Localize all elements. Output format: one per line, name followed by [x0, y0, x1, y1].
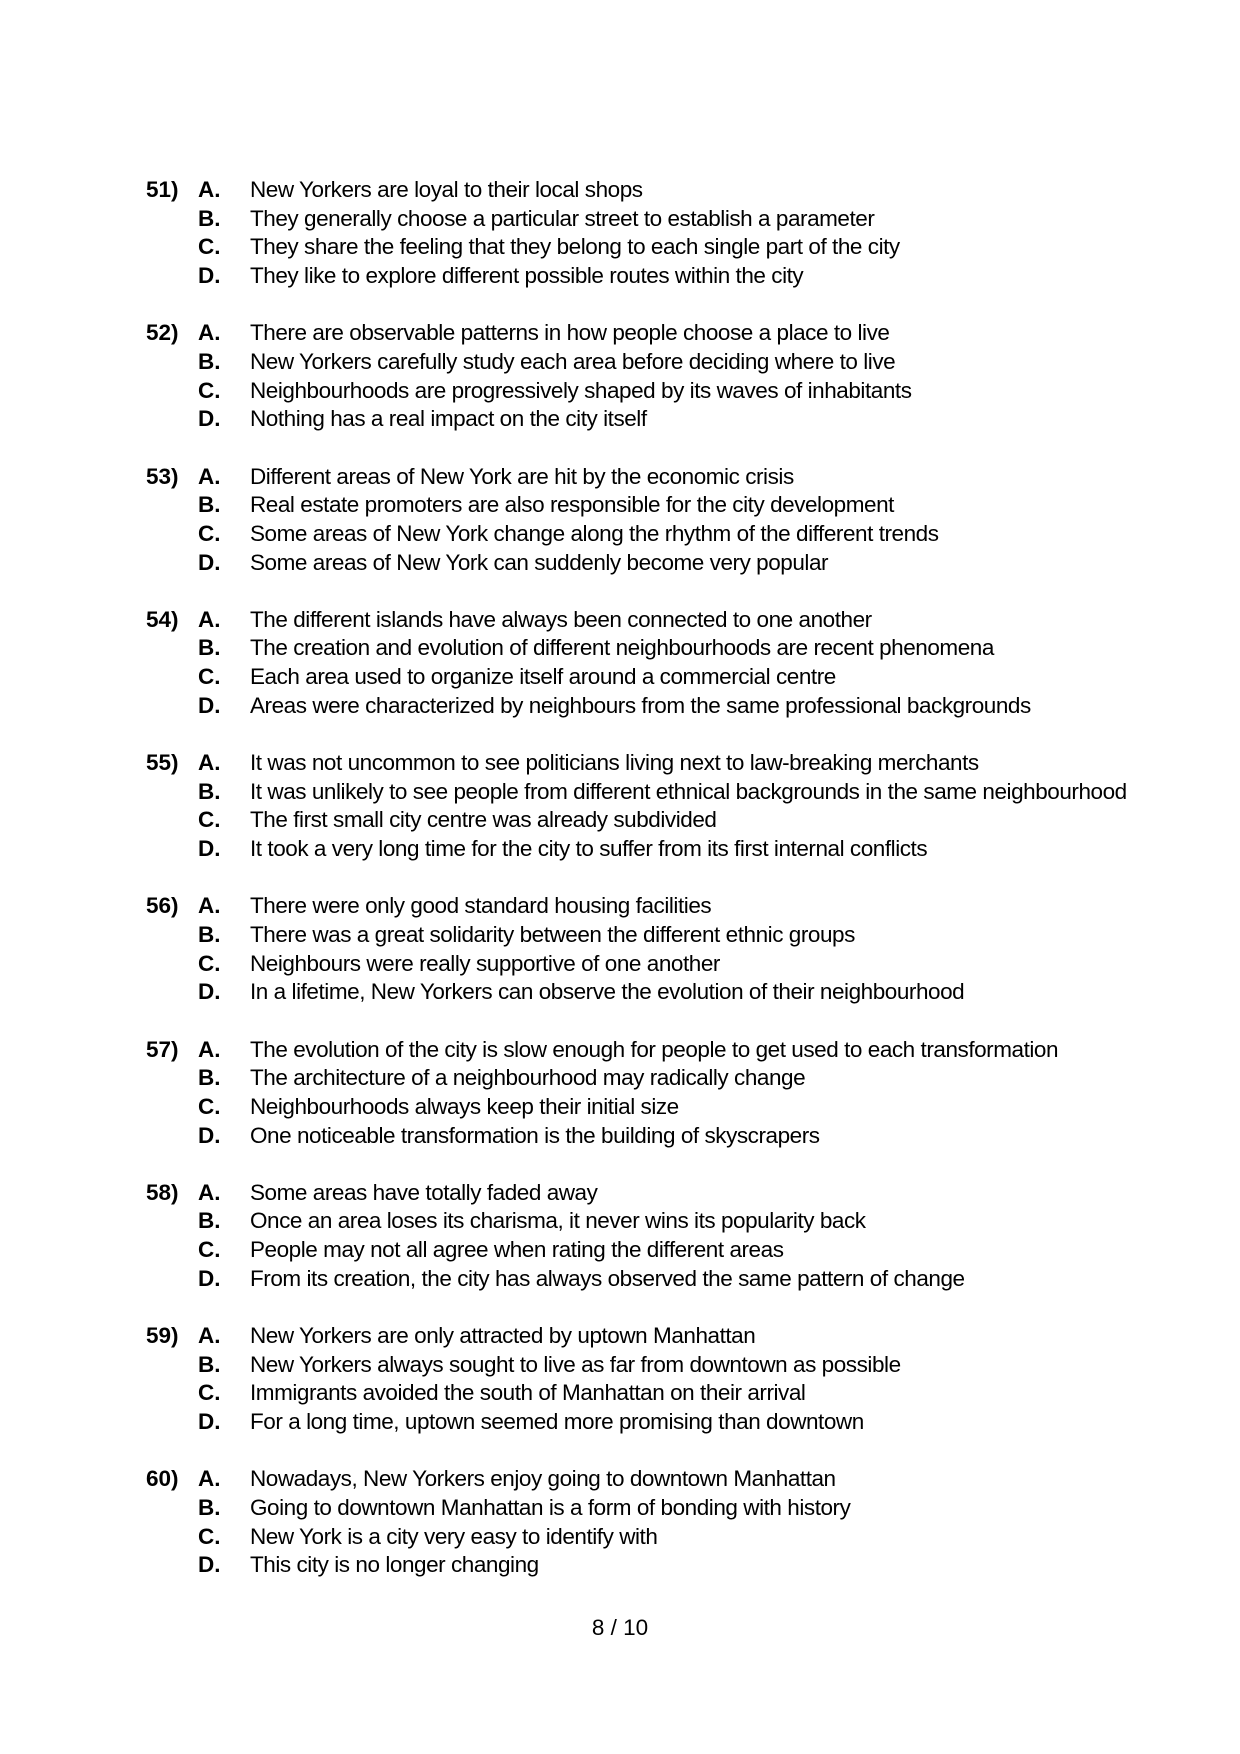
option-letter: A.: [198, 1036, 221, 1062]
option-56-c: [146, 950, 1146, 979]
option-letter: B.: [198, 205, 221, 231]
option-text: Neighbourhoods are progressively shaped by its waves of inhabitants: [250, 377, 912, 403]
option-text: The evolution of the city is slow enough for people to get used to each transformation: [250, 1036, 1059, 1062]
option-55-a: [146, 749, 1146, 778]
option-text: New Yorkers are loyal to their local shops: [250, 177, 643, 202]
option-letter: D.: [198, 1409, 221, 1435]
option-text: It was not uncommon to see politicians living next to law-breaking merchants: [250, 750, 979, 775]
option-letter: A.: [198, 1323, 221, 1348]
option-text: They share the feeling that they belong to each single part of the city: [250, 234, 900, 260]
question-58: [146, 1179, 1146, 1294]
option-letter: D.: [198, 692, 221, 718]
question-54: [146, 606, 1146, 721]
option-52-b: [146, 348, 1146, 377]
option-text: This city is no longer changing: [250, 1552, 539, 1578]
option-55-b: [146, 778, 1146, 807]
option-letter: A.: [198, 1466, 221, 1492]
page-number: 8 / 10: [591, 1615, 649, 1640]
option-58-c: [146, 1236, 1146, 1265]
option-letter: C.: [198, 950, 221, 976]
option-54-b: [146, 634, 1146, 663]
option-letter: A.: [198, 606, 221, 632]
option-text: The different islands have always been connected to one another: [250, 606, 872, 632]
option-letter: A.: [198, 750, 221, 775]
option-letter: B.: [198, 1208, 221, 1234]
option-60-b: [146, 1494, 1146, 1523]
option-text: The creation and evolution of different neighbourhoods are recent phenomena: [250, 635, 994, 661]
option-text: From its creation, the city has always observed the same pattern of change: [250, 1265, 965, 1291]
option-text: In a lifetime, New Yorkers can observe the evolution of their neighbourhood: [250, 979, 965, 1005]
option-letter: D.: [198, 1265, 221, 1291]
option-letter: D.: [198, 1122, 221, 1148]
option-60-c: [146, 1523, 1146, 1552]
option-text: It was unlikely to see people from different ethnical backgrounds in the same neighbourhood: [250, 778, 1127, 804]
question-list: [146, 176, 1146, 1609]
option-letter: C.: [198, 1237, 221, 1263]
option-text: Once an area loses its charisma, it never wins its popularity back: [250, 1208, 866, 1234]
option-letter: D.: [198, 406, 221, 432]
option-52-a: [146, 319, 1146, 348]
question-number: 53): [146, 463, 179, 489]
question-number: 52): [146, 320, 179, 346]
option-letter: C.: [198, 234, 221, 260]
option-text: Going to downtown Manhattan is a form of bonding with history: [250, 1494, 851, 1520]
option-letter: B.: [198, 635, 221, 661]
option-text: There were only good standard housing facilities: [250, 893, 712, 919]
option-59-b: [146, 1351, 1146, 1380]
option-letter: B.: [198, 1065, 221, 1091]
option-53-a: [146, 463, 1146, 492]
question-number: 58): [146, 1179, 179, 1205]
question-57: [146, 1036, 1146, 1151]
option-letter: B.: [198, 348, 221, 374]
option-letter: A.: [198, 1179, 221, 1205]
option-text: They like to explore different possible routes within the city: [250, 263, 804, 289]
option-letter: A.: [198, 177, 221, 202]
option-letter: B.: [198, 921, 221, 947]
option-text: Immigrants avoided the south of Manhattan on their arrival: [250, 1380, 806, 1406]
option-text: Different areas of New York are hit by the economic crisis: [250, 463, 794, 489]
option-text: New York is a city very easy to identify with: [250, 1523, 658, 1549]
option-text: Areas were characterized by neighbours from the same professional backgrounds: [250, 692, 1031, 718]
option-letter: C.: [198, 807, 221, 833]
option-53-d: [146, 549, 1146, 578]
option-letter: C.: [198, 1093, 221, 1119]
option-59-c: [146, 1379, 1146, 1408]
option-letter: B.: [198, 1494, 221, 1520]
option-57-b: [146, 1064, 1146, 1093]
option-text: Each area used to organize itself around a commercial centre: [250, 664, 836, 690]
option-text: New Yorkers are only attracted by uptown Manhattan: [250, 1323, 756, 1348]
option-letter: D.: [198, 1552, 221, 1578]
question-56: [146, 892, 1146, 1007]
option-55-d: [146, 835, 1146, 864]
option-letter: D.: [198, 979, 221, 1005]
option-57-d: [146, 1122, 1146, 1151]
option-58-b: [146, 1207, 1146, 1236]
option-text: There are observable patterns in how people choose a place to live: [250, 320, 890, 346]
option-text: Some areas of New York can suddenly become very popular: [250, 549, 829, 575]
option-text: It took a very long time for the city to suffer from its first internal conflicts: [250, 836, 928, 862]
option-54-a: [146, 606, 1146, 635]
option-54-d: [146, 692, 1146, 721]
option-letter: C.: [198, 1523, 221, 1549]
option-text: There was a great solidarity between the different ethnic groups: [250, 921, 855, 947]
option-letter: C.: [198, 664, 221, 690]
option-text: The first small city centre was already subdivided: [250, 807, 717, 833]
option-56-d: [146, 978, 1146, 1007]
option-text: Real estate promoters are also responsible for the city development: [250, 492, 894, 518]
question-51: [146, 176, 1146, 291]
question-number: 54): [146, 606, 179, 632]
question-number: 59): [146, 1323, 179, 1348]
option-51-a: [146, 176, 1146, 205]
option-52-c: [146, 377, 1146, 406]
question-number: 55): [146, 750, 179, 775]
option-text: Nowadays, New Yorkers enjoy going to downtown Manhattan: [250, 1466, 836, 1492]
option-59-a: [146, 1322, 1146, 1351]
option-57-c: [146, 1093, 1146, 1122]
option-53-c: [146, 520, 1146, 549]
option-letter: D.: [198, 549, 221, 575]
option-text: For a long time, uptown seemed more promising than downtown: [250, 1409, 864, 1435]
option-51-d: [146, 262, 1146, 291]
option-letter: D.: [198, 263, 221, 289]
option-56-b: [146, 921, 1146, 950]
option-59-d: [146, 1408, 1146, 1437]
option-text: Neighbours were really supportive of one another: [250, 950, 720, 976]
option-letter: D.: [198, 836, 221, 862]
option-text: Neighbourhoods always keep their initial size: [250, 1093, 679, 1119]
question-52: [146, 319, 1146, 434]
option-51-b: [146, 205, 1146, 234]
question-53: [146, 463, 1146, 578]
question-number: 56): [146, 893, 179, 919]
option-54-c: [146, 663, 1146, 692]
question-number: 51): [146, 177, 179, 202]
option-letter: B.: [198, 492, 221, 518]
option-53-b: [146, 491, 1146, 520]
option-letter: A.: [198, 320, 221, 346]
question-55: [146, 749, 1146, 864]
option-text: They generally choose a particular street to establish a parameter: [250, 205, 875, 231]
option-56-a: [146, 892, 1146, 921]
option-letter: B.: [198, 1351, 221, 1377]
option-55-c: [146, 806, 1146, 835]
option-text: Nothing has a real impact on the city itself: [250, 406, 647, 432]
option-letter: B.: [198, 778, 221, 804]
option-letter: A.: [198, 893, 221, 919]
option-57-a: [146, 1036, 1146, 1065]
option-60-a: [146, 1465, 1146, 1494]
option-letter: C.: [198, 377, 221, 403]
option-60-d: [146, 1551, 1146, 1580]
option-58-d: [146, 1265, 1146, 1294]
option-text: Some areas of New York change along the rhythm of the different trends: [250, 520, 939, 546]
option-text: People may not all agree when rating the different areas: [250, 1237, 784, 1263]
option-58-a: [146, 1179, 1146, 1208]
option-text: One noticeable transformation is the building of skyscrapers: [250, 1122, 820, 1148]
option-text: New Yorkers carefully study each area before deciding where to live: [250, 348, 896, 374]
question-number: 57): [146, 1036, 179, 1062]
option-51-c: [146, 233, 1146, 262]
option-text: Some areas have totally faded away: [250, 1179, 598, 1205]
question-number: 60): [146, 1466, 179, 1492]
option-text: New Yorkers always sought to live as far from downtown as possible: [250, 1351, 901, 1377]
option-52-d: [146, 405, 1146, 434]
option-letter: C.: [198, 520, 221, 546]
option-text: The architecture of a neighbourhood may radically change: [250, 1065, 806, 1091]
question-59: [146, 1322, 1146, 1437]
option-letter: A.: [198, 463, 221, 489]
question-60: [146, 1465, 1146, 1580]
option-letter: C.: [198, 1380, 221, 1406]
